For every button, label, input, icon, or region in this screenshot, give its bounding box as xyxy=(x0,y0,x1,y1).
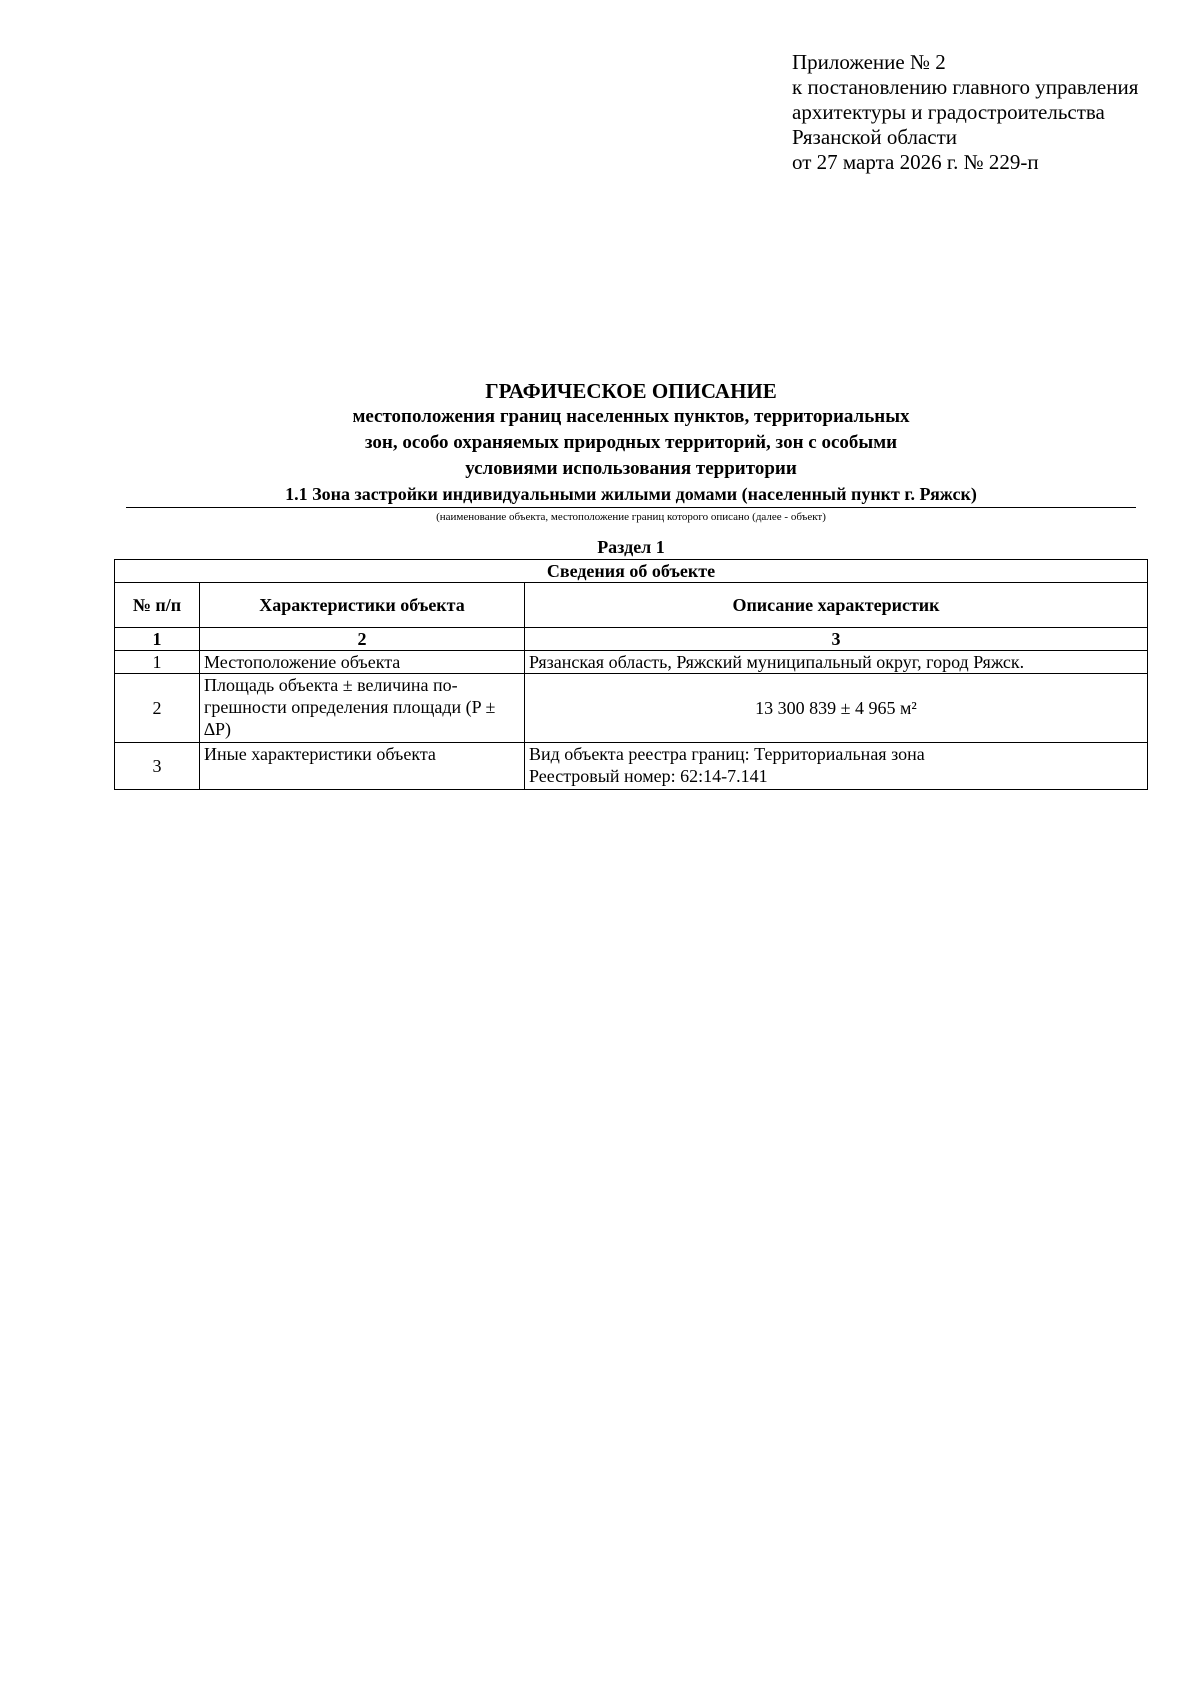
column-header-description: Описание характеристик xyxy=(525,583,1148,628)
table-title: Сведения об объекте xyxy=(115,560,1148,583)
column-number: 3 xyxy=(525,628,1148,651)
document-header xyxy=(126,378,1136,525)
column-header-characteristic: Характеристики объекта xyxy=(200,583,525,628)
table-row xyxy=(115,743,1148,790)
row-characteristic: Площадь объекта ± величина по-грешности определения площади (P ± ∆P) xyxy=(200,674,525,743)
table-row xyxy=(115,651,1148,674)
row-characteristic: Местоположение объекта xyxy=(200,651,525,674)
table-title-row xyxy=(115,560,1148,583)
row-description: 13 300 839 ± 4 965 м² xyxy=(525,674,1148,743)
table-row xyxy=(115,674,1148,743)
object-info-table xyxy=(114,559,1148,790)
row-description: Рязанская область, Ряжский муниципальный округ, город Ряжск. xyxy=(525,651,1148,674)
row-characteristic: Иные характеристики объекта xyxy=(200,743,525,790)
row-description-line: Реестровый номер: 62:14-7.141 xyxy=(529,766,768,786)
row-description-line: Вид объекта реестра границ: Территориальная зона xyxy=(529,744,925,764)
column-header-num: № п/п xyxy=(115,583,200,628)
document-subtitle-line: зон, особо охраняемых природных территорий, зон с особыми xyxy=(364,432,898,453)
row-num: 3 xyxy=(115,743,200,790)
document-subtitle-line: местоположения границ населенных пунктов, территориальных xyxy=(352,406,910,427)
row-num: 2 xyxy=(115,674,200,743)
document-subtitle-line: условиями использования территории xyxy=(465,458,797,479)
appendix-line: Приложение № 2 xyxy=(792,50,946,74)
appendix-line: архитектуры и градостроительства xyxy=(792,100,1105,124)
appendix-block xyxy=(792,50,1192,175)
appendix-line: к постановлению главного управления xyxy=(792,75,1139,99)
row-description xyxy=(525,743,1148,790)
column-number: 1 xyxy=(115,628,200,651)
section-title: Раздел 1 xyxy=(597,537,665,557)
column-number: 2 xyxy=(200,628,525,651)
appendix-line: Рязанской области xyxy=(792,125,958,149)
appendix-line: от 27 марта 2026 г. № 229-п xyxy=(792,150,1039,174)
object-caption: (наименование объекта, местоположение границ которого описано (далее - объект) xyxy=(436,511,826,523)
column-number-row xyxy=(115,628,1148,651)
table-header-row xyxy=(115,583,1148,628)
object-name: 1.1 Зона застройки индивидуальными жилыми домами (населенный пункт г. Ряжск) xyxy=(126,482,1136,508)
document-title: ГРАФИЧЕСКОЕ ОПИСАНИЕ xyxy=(485,379,777,403)
row-num: 1 xyxy=(115,651,200,674)
